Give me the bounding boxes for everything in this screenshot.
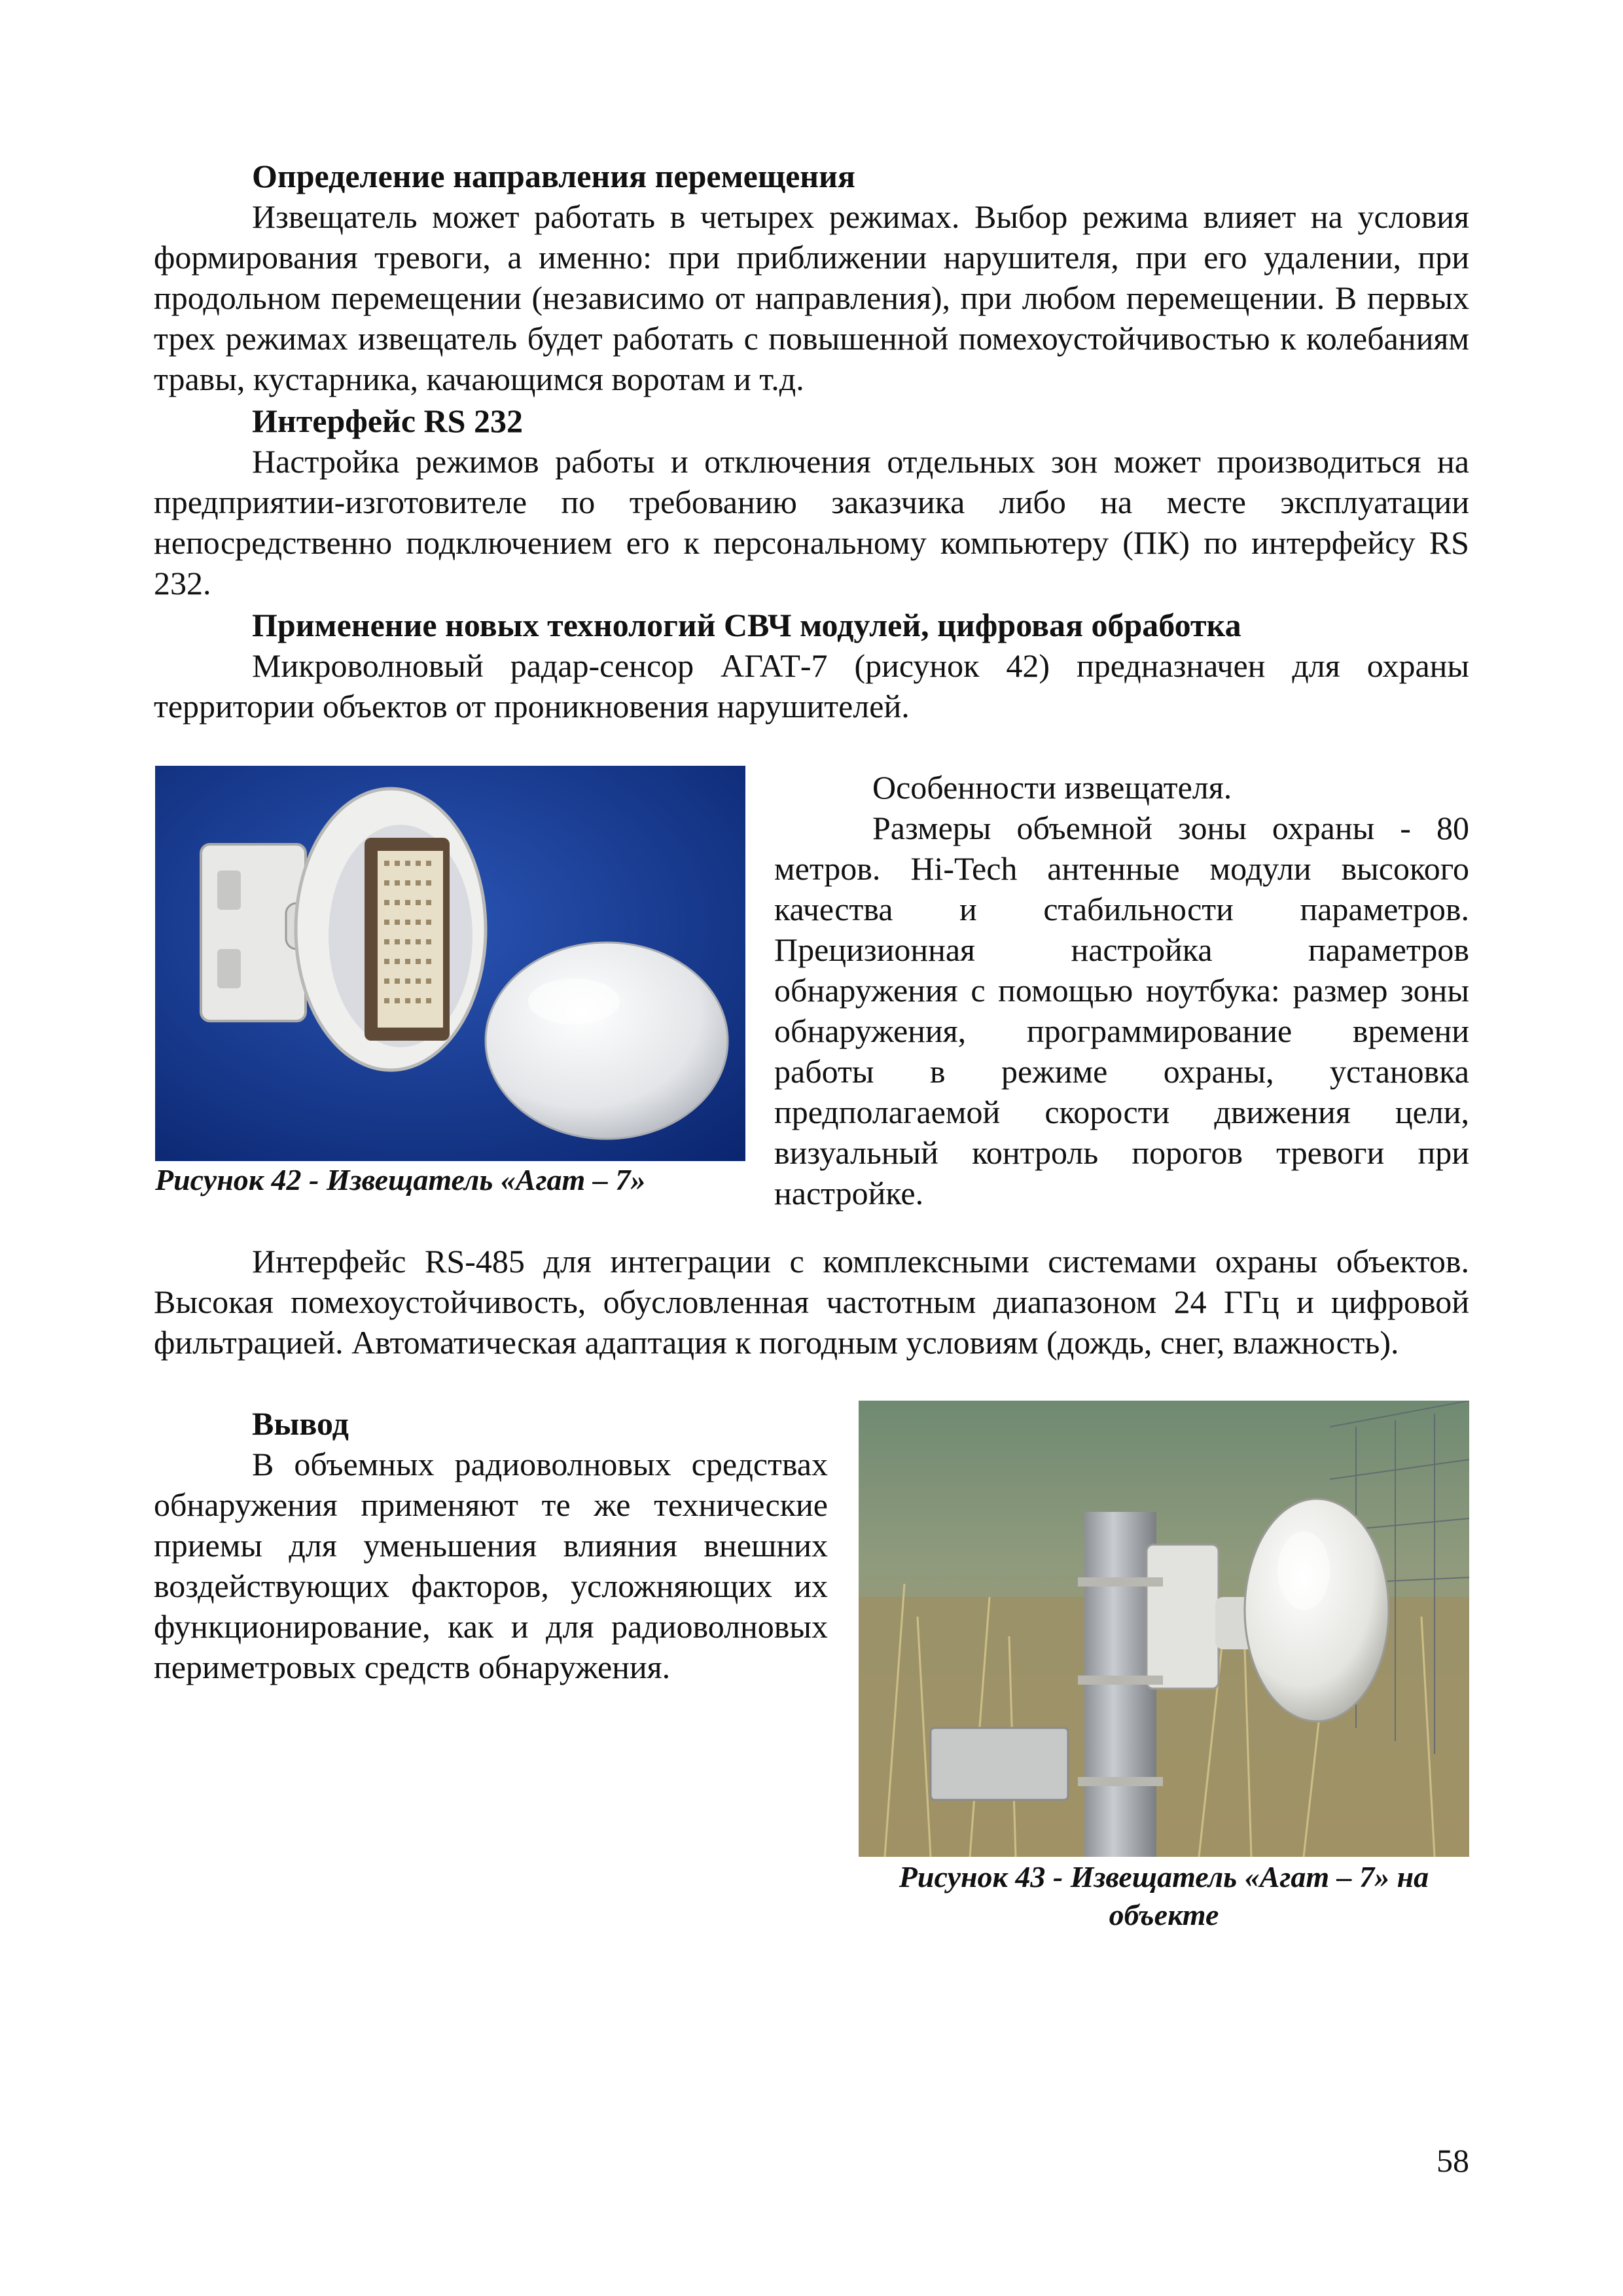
figure-43-caption: Рисунок 43 - Извещатель «Агат – 7» на объекте bbox=[899, 1860, 1429, 1931]
figure-42-photo bbox=[155, 766, 745, 1161]
paragraph-conclusion: В объемных радиоволновых средствах обнаружения применяют те же технические приемы для уменьшения влияния внешних воздействующих факторов, усложняющих их функционирование, как и для радиоволновых периметровых средств обнаружения. bbox=[154, 1446, 828, 1685]
paragraph-microwave: Микроволновый радар-сенсор АГАТ-7 (рисунок 42) предназначен для охраны территории объектов от проникновения нарушителей. bbox=[154, 647, 1469, 725]
section-conclusion bbox=[154, 1403, 828, 1687]
section-rs232 bbox=[154, 401, 1469, 603]
page-number: 58 bbox=[1436, 2142, 1469, 2179]
heading-rs232: Интерфейс RS 232 bbox=[252, 403, 523, 439]
section-microwave bbox=[154, 605, 1469, 726]
section-rs485 bbox=[154, 1241, 1469, 1363]
paragraph-direction: Извещатель может работать в четырех режимах. Выбор режима влияет на условия формирования тревоги, а именно: при приближении нарушителя, при его удалении, при продольном перемещении (независимо от направления), при любом перемещении. В первых трех режимах извещатель будет работать с повышенной помехоустойчивостью к колебаниям травы, кустарника, качающимся воротам и т.д. bbox=[154, 198, 1469, 397]
features-text: Размеры объемной зоны охраны - 80 метров. Hi-Tech антенные модули высокого качества и стабильности параметров. Прецизионная настройка параметров обнаружения с помощью ноутбука: размер зоны обнаружения, программирование времени работы в режиме охраны, установка предполагаемой скорости движения цели, визуальный контроль порогов тревоги при настройке. bbox=[774, 810, 1469, 1211]
heading-microwave: Применение новых технологий СВЧ модулей, цифровая обработка bbox=[252, 607, 1241, 643]
paragraph-rs232: Настройка режимов работы и отключения отдельных зон может производиться на предприятии-изготовителе по требованию заказчика либо на месте эксплуатации непосредственно подключением его к персональному компьютеру (ПК) по интерфейсу RS 232. bbox=[154, 443, 1469, 601]
figure-43-photo bbox=[859, 1401, 1469, 1857]
features-title: Особенности извещателя. bbox=[872, 769, 1232, 806]
heading-direction: Определение направления перемещения bbox=[252, 158, 855, 194]
section-detection-direction bbox=[154, 156, 1469, 399]
heading-conclusion: Вывод bbox=[252, 1405, 349, 1442]
features-block bbox=[774, 767, 1469, 1213]
paragraph-rs485: Интерфейс RS-485 для интеграции с комплексными системами охраны объектов. Высокая помехоустойчивость, обусловленная частотным диапазоном 24 ГГц и цифровой фильтрацией. Автоматическая адаптация к погодным условиям (дождь, снег, влажность). bbox=[154, 1243, 1469, 1361]
figure-42-caption: Рисунок 42 - Извещатель «Агат – 7» bbox=[155, 1163, 646, 1196]
